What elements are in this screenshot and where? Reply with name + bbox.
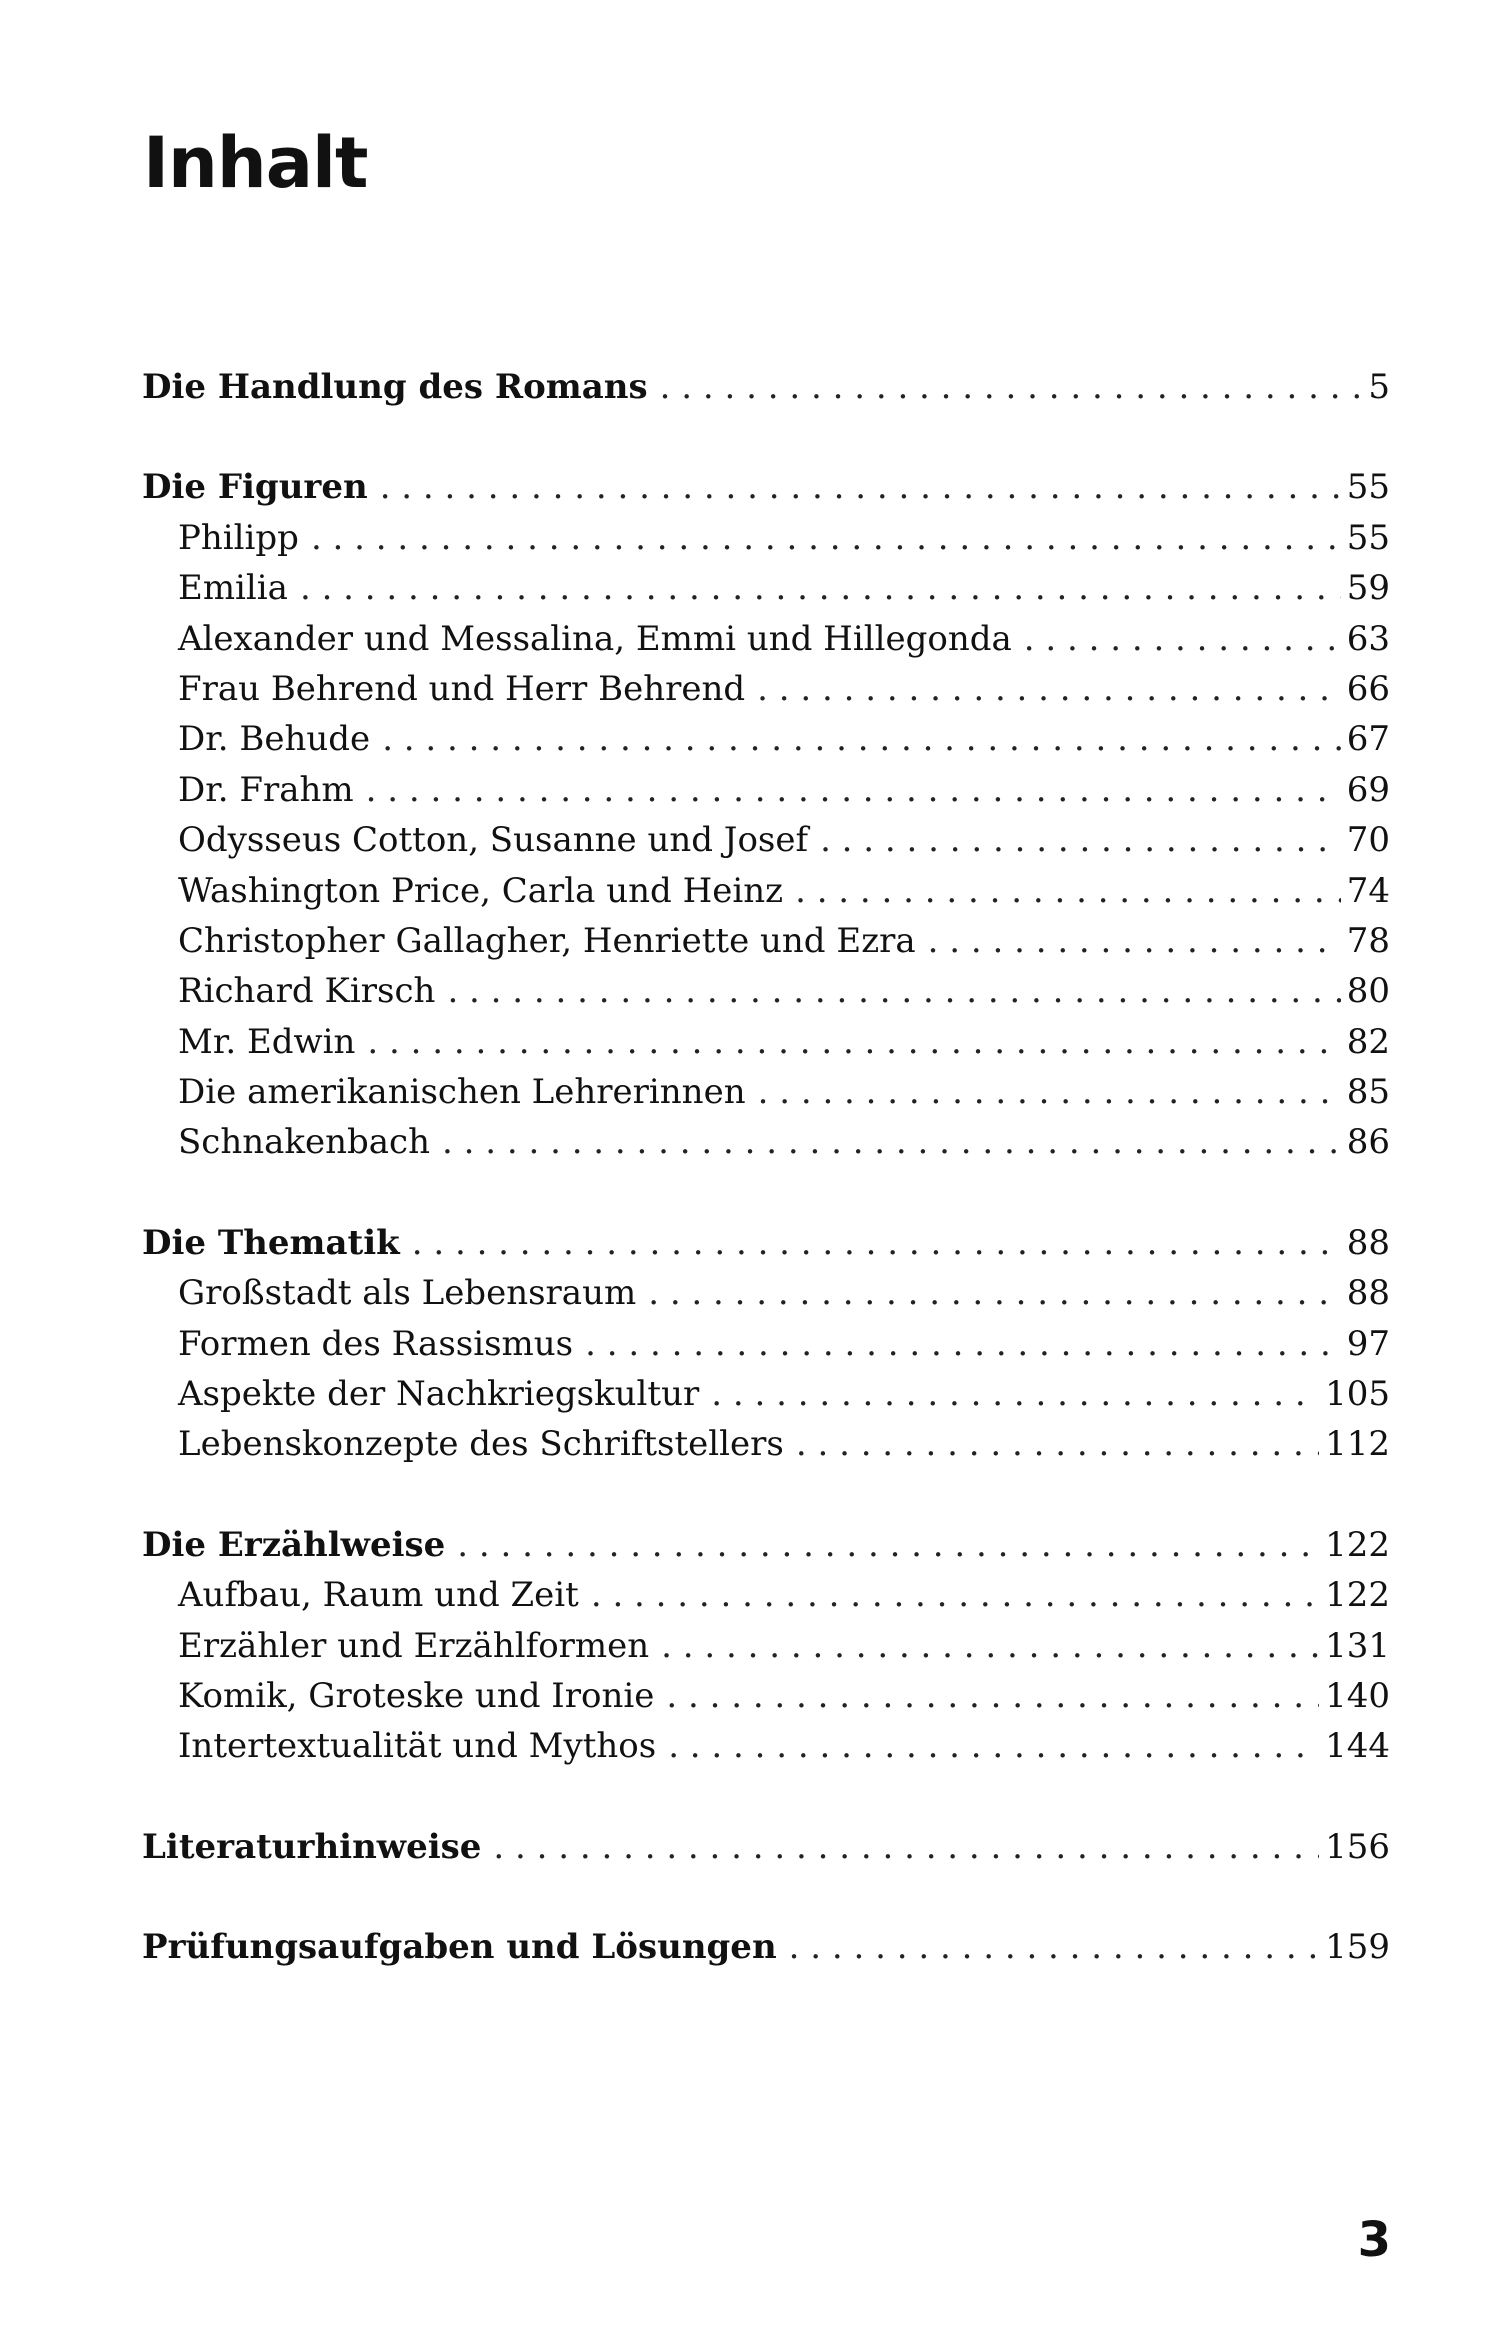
toc-page-number: 86	[1346, 1122, 1390, 1163]
dot-leader	[442, 1117, 1341, 1167]
toc-section-heading[interactable]	[142, 1520, 1390, 1570]
dot-leader	[300, 563, 1341, 613]
toc-page-number: 156	[1325, 1826, 1390, 1867]
dot-leader	[668, 1721, 1319, 1771]
toc-page-number: 55	[1346, 517, 1390, 558]
dot-leader	[1024, 614, 1341, 664]
toc-entry[interactable]	[142, 1369, 1390, 1419]
toc-page-number: 69	[1346, 769, 1390, 810]
toc-entry-label: Richard Kirsch	[178, 971, 436, 1012]
dot-leader	[758, 1067, 1341, 1117]
toc-entry[interactable]	[142, 714, 1390, 764]
dot-leader	[457, 1520, 1319, 1570]
dot-leader	[757, 664, 1341, 714]
toc-section-heading[interactable]	[142, 1218, 1390, 1268]
dot-leader	[585, 1319, 1341, 1369]
toc-entry-label: Washington Price, Carla und Heinz	[178, 870, 784, 911]
dot-leader	[447, 966, 1340, 1016]
dot-leader	[660, 362, 1363, 412]
page-title: Inhalt	[143, 122, 368, 204]
toc-page-number: 131	[1325, 1625, 1390, 1666]
toc-section	[142, 1520, 1390, 1772]
toc-page-number: 112	[1325, 1424, 1390, 1465]
toc-entry[interactable]	[142, 1319, 1390, 1369]
toc-entry[interactable]	[142, 1621, 1390, 1671]
toc-entry-label: Aufbau, Raum und Zeit	[178, 1575, 579, 1616]
toc-page-number: 70	[1346, 820, 1390, 861]
toc-entry-label: Die amerikanischen Lehrerinnen	[178, 1072, 746, 1113]
toc-entry-label: Formen des Rassismus	[178, 1323, 574, 1364]
table-of-contents	[142, 362, 1390, 2023]
toc-section	[142, 462, 1390, 1167]
toc-entry-label: Dr. Frahm	[178, 769, 354, 810]
toc-entry-label: Christopher Gallagher, Henriette und Ezra	[178, 920, 916, 961]
dot-leader	[666, 1671, 1319, 1721]
dot-leader	[380, 462, 1341, 512]
dot-leader	[382, 714, 1341, 764]
toc-entry-label: Die Figuren	[142, 467, 368, 508]
toc-entry[interactable]	[142, 765, 1390, 815]
toc-entry-label: Intertextualität und Mythos	[178, 1726, 657, 1767]
toc-entry-label: Großstadt als Lebensraum	[178, 1273, 637, 1314]
toc-entry[interactable]	[142, 513, 1390, 563]
toc-page-number: 159	[1325, 1927, 1390, 1968]
toc-page-number: 80	[1346, 971, 1390, 1012]
dot-leader	[648, 1268, 1341, 1318]
toc-section-heading[interactable]	[142, 462, 1390, 512]
toc-page-number: 82	[1346, 1021, 1390, 1062]
toc-entry[interactable]	[142, 1419, 1390, 1469]
dot-leader	[412, 1218, 1341, 1268]
toc-section	[142, 1822, 1390, 1872]
toc-entry[interactable]	[142, 1671, 1390, 1721]
toc-page-number: 59	[1346, 568, 1390, 609]
toc-page-number: 63	[1346, 618, 1390, 659]
toc-entry-label: Odysseus Cotton, Susanne und Josef	[178, 820, 809, 861]
dot-leader	[591, 1570, 1319, 1620]
toc-page-number: 66	[1346, 668, 1390, 709]
toc-entry-label: Die Erzählweise	[142, 1524, 446, 1565]
toc-page-number: 105	[1325, 1374, 1390, 1415]
toc-section-heading[interactable]	[142, 1922, 1390, 1972]
toc-page-number: 144	[1325, 1726, 1390, 1767]
toc-page-number: 55	[1346, 467, 1390, 508]
toc-section	[142, 1218, 1390, 1470]
dot-leader	[711, 1369, 1319, 1419]
toc-entry-label: Erzähler und Erzählformen	[178, 1625, 650, 1666]
toc-page-number: 122	[1325, 1524, 1390, 1565]
toc-entry-label: Aspekte der Nachkriegskultur	[178, 1374, 700, 1415]
dot-leader	[795, 866, 1341, 916]
toc-entry[interactable]	[142, 916, 1390, 966]
toc-entry[interactable]	[142, 815, 1390, 865]
toc-entry-label: Dr. Behude	[178, 719, 371, 760]
dot-leader	[311, 513, 1341, 563]
toc-page-number: 74	[1346, 870, 1390, 911]
toc-section	[142, 1922, 1390, 1972]
toc-page-number: 85	[1346, 1072, 1390, 1113]
toc-section-heading[interactable]	[142, 362, 1390, 412]
toc-entry-label: Lebenskonzepte des Schriftstellers	[178, 1424, 784, 1465]
toc-page-number: 78	[1346, 920, 1390, 961]
toc-entry[interactable]	[142, 614, 1390, 664]
toc-entry[interactable]	[142, 1721, 1390, 1771]
toc-page-number: 140	[1325, 1675, 1390, 1716]
toc-page-number: 67	[1346, 719, 1390, 760]
dot-leader	[493, 1822, 1319, 1872]
toc-entry[interactable]	[142, 664, 1390, 714]
dot-leader	[367, 1017, 1340, 1067]
toc-page-number: 5	[1368, 367, 1390, 407]
toc-entry-label: Emilia	[178, 568, 288, 609]
toc-entry[interactable]	[142, 966, 1390, 1016]
toc-entry[interactable]	[142, 1117, 1390, 1167]
dot-leader	[661, 1621, 1319, 1671]
toc-entry[interactable]	[142, 866, 1390, 916]
toc-entry-label: Literaturhinweise	[142, 1826, 482, 1867]
dot-leader	[796, 1419, 1319, 1469]
toc-entry-label: Komik, Groteske und Ironie	[178, 1675, 655, 1716]
toc-page-number: 97	[1346, 1323, 1390, 1364]
dot-leader	[789, 1922, 1319, 1972]
toc-section	[142, 362, 1390, 412]
toc-entry-label: Prüfungsaufgaben und Lösungen	[142, 1927, 777, 1968]
toc-entry-label: Alexander und Messalina, Emmi und Hillegonda	[178, 618, 1012, 659]
toc-page-number: 88	[1346, 1273, 1390, 1314]
toc-entry-label: Philipp	[178, 517, 299, 558]
toc-entry[interactable]	[142, 563, 1390, 613]
toc-entry-label: Die Handlung des Romans	[142, 367, 648, 407]
dot-leader	[820, 815, 1341, 865]
toc-page-number: 88	[1346, 1222, 1390, 1263]
toc-entry[interactable]	[142, 1268, 1390, 1318]
dot-leader	[928, 916, 1341, 966]
toc-section-heading[interactable]	[142, 1822, 1390, 1872]
toc-entry[interactable]	[142, 1570, 1390, 1620]
page-number: 3	[1357, 2212, 1391, 2268]
toc-entry[interactable]	[142, 1017, 1390, 1067]
toc-entry-label: Frau Behrend und Herr Behrend	[178, 668, 746, 709]
toc-entry-label: Schnakenbach	[178, 1122, 430, 1163]
toc-page-number: 122	[1325, 1575, 1390, 1616]
dot-leader	[366, 765, 1341, 815]
toc-entry-label: Die Thematik	[142, 1222, 400, 1263]
toc-entry[interactable]	[142, 1067, 1390, 1117]
toc-entry-label: Mr. Edwin	[178, 1021, 356, 1062]
